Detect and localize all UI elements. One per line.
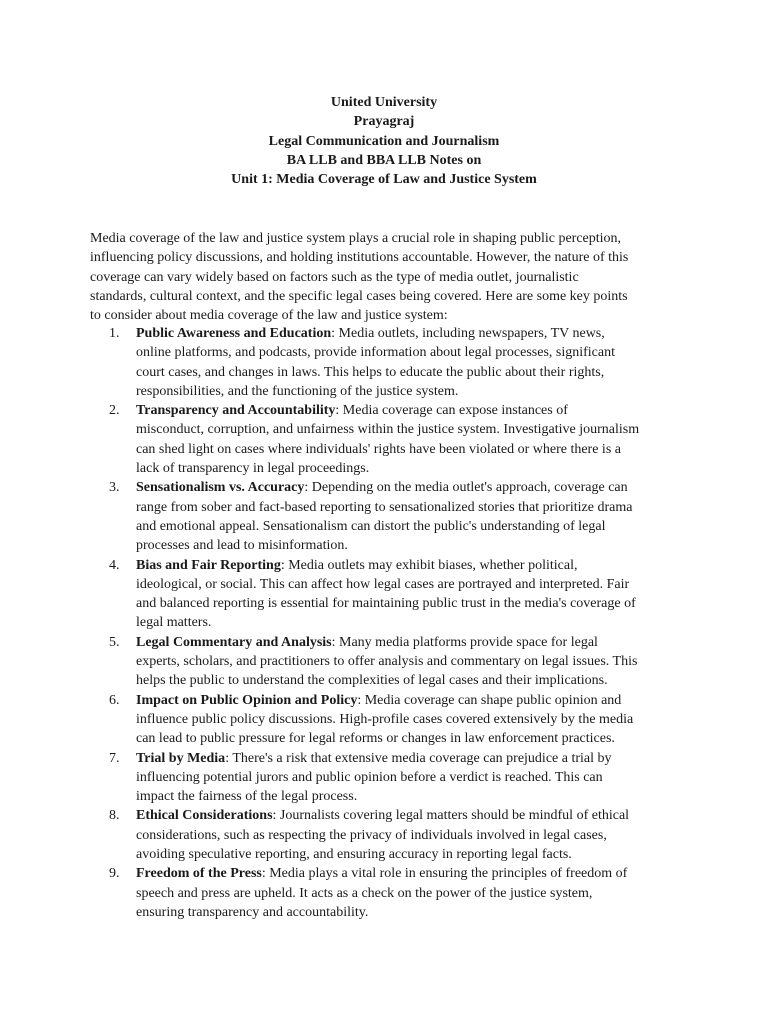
list-item-term: Bias and Fair Reporting (136, 557, 281, 573)
list-item (0, 633, 768, 691)
intro-line: standards, cultural context, and the specific legal cases being covered. Here are some key points (90, 288, 628, 304)
list-item-line: helps the public to understand the complexities of legal cases and their implications. (136, 673, 608, 689)
list-item (0, 556, 768, 633)
list-item-line (136, 749, 696, 768)
list-item-body (136, 864, 696, 922)
list-item-text: : Journalists covering legal matters should be mindful of ethical (272, 808, 630, 824)
list-item-text: : Media plays a vital role in ensuring the principles of freedom of (261, 866, 628, 882)
list-item-line (136, 324, 696, 343)
list-item-body (136, 691, 696, 749)
list-item-line: experts, scholars, and practitioners to offer analysis and commentary on legal issues. This (136, 654, 638, 670)
list-item-line: considerations, such as respecting the privacy of individuals involved in legal cases, (136, 827, 607, 843)
list-item-number: 5. (109, 634, 120, 650)
list-item (0, 864, 768, 922)
list-item-line: court cases, and changes in laws. This helps to educate the public about their rights, (136, 364, 605, 380)
list-item-line: range from sober and fact-based reporting to sensationalized stories that prioritize drama (136, 499, 633, 515)
list-item (0, 691, 768, 749)
list-item-line (136, 864, 696, 883)
list-item-line (136, 691, 696, 710)
list-item-line: online platforms, and podcasts, provide information about legal processes, significant (136, 345, 615, 361)
list-item-number: 9. (109, 866, 120, 882)
list-item-line: speech and press are upheld. It acts as a check on the power of the justice system, (136, 885, 593, 901)
list-item-line (136, 401, 696, 420)
list-item-line: influencing potential jurors and public opinion before a verdict is reached. This can (136, 769, 603, 785)
list-item-line (136, 556, 696, 575)
list-item-line: processes and lead to misinformation. (136, 538, 348, 554)
list-item-line: legal matters. (136, 615, 212, 631)
list-item (0, 401, 768, 478)
list-item-number: 1. (109, 326, 120, 341)
list-item-body (136, 556, 696, 633)
list-item-body (136, 749, 696, 807)
list-item-term: Legal Commentary and Analysis (136, 634, 332, 650)
list-item-number: 2. (109, 403, 120, 419)
intro-line: influencing policy discussions, and holding institutions accountable. However, the nature of this (90, 250, 629, 266)
intro-line: Media coverage of the law and justice system plays a crucial role in shaping public perception, (90, 231, 622, 246)
unit-title: Unit 1: Media Coverage of Law and Justice System (231, 172, 537, 188)
list-item-line (136, 806, 696, 825)
list-item-text: : Media outlets may exhibit biases, whether political, (280, 557, 578, 573)
list-item-line: responsibilities, and the functioning of the justice system. (136, 383, 459, 399)
list-item-line (136, 633, 696, 652)
list-item-line: avoiding speculative reporting, and ensuring accuracy in reporting legal facts. (136, 847, 572, 863)
list-item-body (136, 806, 696, 864)
list-item-term: Impact on Public Opinion and Policy (136, 692, 358, 708)
list-item-line: misconduct, corruption, and unfairness within the justice system. Investigative journalism (136, 422, 640, 438)
list-item-number: 6. (109, 692, 120, 708)
list-item-text: : There's a risk that extensive media coverage can prejudice a trial by (225, 750, 612, 766)
list-item-line: and balanced reporting is essential for maintaining public trust in the media's coverage of (136, 596, 636, 612)
list-item-line (136, 478, 696, 497)
list-item-line: can lead to public pressure for legal reforms or changes in law enforcement practices. (136, 731, 615, 747)
list-item-text: : Many media platforms provide space for legal (331, 634, 598, 650)
list-item-term: Transparency and Accountability (136, 403, 336, 419)
list-item-text: : Media coverage can expose instances of (335, 403, 568, 419)
university-name: United University (330, 95, 438, 110)
program-notes-line: BA LLB and BBA LLB Notes on (286, 152, 482, 168)
document-header (0, 93, 768, 189)
key-points-list (0, 324, 768, 922)
list-item-body (136, 478, 696, 555)
list-item (0, 324, 768, 401)
list-item-text: : Media coverage can shape public opinion and (357, 692, 622, 708)
list-item-line: ideological, or social. This can affect how legal cases are portrayed and interpreted. Fair (136, 576, 630, 592)
list-item-body (136, 633, 696, 691)
list-item-text: : Depending on the media outlet's approach, coverage can (304, 480, 628, 496)
list-item-number: 7. (109, 750, 120, 766)
list-item-number: 4. (109, 557, 120, 573)
list-item-text: : Media outlets, including newspapers, TV news, (331, 326, 605, 341)
list-item-body (136, 324, 696, 401)
list-item (0, 749, 768, 807)
list-item-term: Sensationalism vs. Accuracy (136, 480, 305, 496)
list-item (0, 478, 768, 555)
list-item (0, 806, 768, 864)
list-item-body (136, 401, 696, 478)
list-item-number: 8. (109, 808, 120, 824)
list-item-term: Ethical Considerations (136, 808, 273, 824)
list-item-line: impact the fairness of the legal process. (136, 789, 358, 805)
list-item-line: and emotional appeal. Sensationalism can distort the public's understanding of legal (136, 518, 606, 534)
intro-line: to consider about media coverage of the law and justice system: (90, 308, 448, 324)
list-item-number: 3. (109, 480, 120, 496)
course-title: Legal Communication and Journalism (268, 133, 500, 149)
intro-line: coverage can vary widely based on factors such as the type of media outlet, journalistic (90, 269, 579, 285)
university-location: Prayagraj (353, 114, 415, 130)
list-item-line: influence public policy discussions. High-profile cases covered extensively by the media (136, 711, 634, 727)
list-item-line: can shed light on cases where individuals' rights have been violated or where there is a (136, 441, 621, 457)
list-item-term: Trial by Media (136, 750, 226, 766)
list-item-line: ensuring transparency and accountability. (136, 904, 369, 920)
list-item-line: lack of transparency in legal proceedings. (136, 461, 370, 477)
list-item-term: Freedom of the Press (136, 866, 262, 882)
intro-paragraph (90, 229, 690, 325)
list-item-term: Public Awareness and Education (136, 326, 332, 341)
